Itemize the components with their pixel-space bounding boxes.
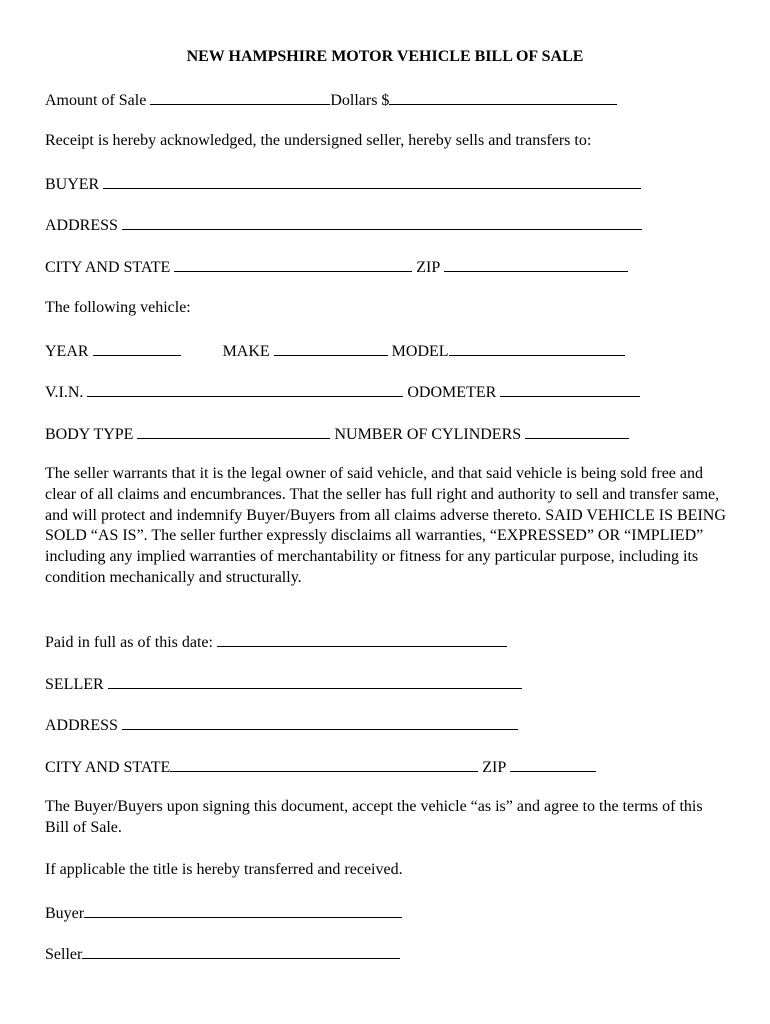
buyer-city-state-field[interactable]	[174, 256, 412, 272]
buyer-address-field[interactable]	[122, 214, 642, 230]
buyer-field[interactable]	[103, 173, 641, 189]
buyer-signature-field[interactable]	[84, 902, 402, 918]
buyer-line	[45, 173, 641, 195]
body-type-label: BODY TYPE	[45, 426, 134, 443]
vehicle-line-3	[45, 423, 629, 445]
seller-city-state-label: CITY AND STATE	[45, 759, 171, 776]
year-field[interactable]	[93, 340, 181, 356]
dollars-label: Dollars $	[330, 92, 390, 109]
buyer-zip-field[interactable]	[444, 256, 628, 272]
amount-field[interactable]	[150, 89, 330, 105]
title-transfer-line: If applicable the title is hereby transferred and received.	[45, 861, 403, 878]
make-field[interactable]	[274, 340, 388, 356]
buyer-city-state-label: CITY AND STATE	[45, 259, 171, 276]
buyer-signature-line	[45, 902, 402, 924]
receipt-line: Receipt is hereby acknowledged, the undersigned seller, hereby sells and transfers to:	[45, 132, 592, 149]
seller-city-line	[45, 756, 596, 778]
paid-line	[45, 631, 507, 653]
buyer-address-line	[45, 214, 642, 236]
buyer-signature-label: Buyer	[45, 905, 85, 922]
amount-label: Amount of Sale	[45, 92, 147, 109]
document-title: NEW HAMPSHIRE MOTOR VEHICLE BILL OF SALE	[186, 48, 584, 65]
seller-city-state-field[interactable]	[170, 756, 478, 772]
seller-address-field[interactable]	[122, 714, 518, 730]
buyer-label: BUYER	[45, 176, 100, 193]
vehicle-line-2	[45, 381, 640, 403]
vin-field[interactable]	[87, 381, 403, 397]
seller-label: SELLER	[45, 676, 104, 693]
seller-signature-field[interactable]	[82, 943, 400, 959]
buyer-zip-label: ZIP	[416, 259, 440, 276]
model-label: MODEL	[391, 343, 449, 360]
seller-zip-label: ZIP	[482, 759, 506, 776]
seller-address-line	[45, 714, 518, 736]
acceptance-paragraph: The Buyer/Buyers upon signing this document, accept the vehicle “as is” and agree to the terms of this Bill of Sale.	[45, 798, 703, 836]
odometer-label: ODOMETER	[407, 384, 497, 401]
cylinders-label: NUMBER OF CYLINDERS	[334, 426, 522, 443]
vehicle-line-1	[45, 340, 625, 362]
seller-signature-label: Seller	[45, 946, 83, 963]
dollars-field[interactable]	[389, 89, 617, 105]
make-label: MAKE	[222, 343, 270, 360]
seller-field[interactable]	[108, 673, 522, 689]
seller-address-label: ADDRESS	[45, 717, 118, 734]
paid-date-field[interactable]	[217, 631, 507, 647]
seller-line	[45, 673, 522, 695]
seller-signature-line	[45, 943, 400, 965]
paid-label: Paid in full as of this date:	[45, 634, 213, 651]
buyer-address-label: ADDRESS	[45, 217, 118, 234]
buyer-city-line	[45, 256, 628, 278]
odometer-field[interactable]	[500, 381, 640, 397]
seller-zip-field[interactable]	[510, 756, 596, 772]
cylinders-field[interactable]	[525, 423, 629, 439]
body-type-field[interactable]	[137, 423, 330, 439]
year-label: YEAR	[45, 343, 89, 360]
model-field[interactable]	[449, 340, 625, 356]
vin-label: V.I.N.	[45, 384, 84, 401]
amount-line	[45, 89, 617, 111]
warranty-paragraph: The seller warrants that it is the legal owner of said vehicle, and that said vehicle is being sold free and clear of all claims and encumbrances. That the seller has full right and authority to sell and transfer same, and will protect and indemnify Buyer/Buyers from all claims adverse thereto. SAID VEHICLE IS BEING SOLD “AS IS”. The seller further expressly disclaims all warranties, “EXPRESSED” OR “IMPLIED” including any implied warranties of merchantability or fitness for any particular purpose, including its condition mechanically and structurally.	[45, 465, 726, 586]
vehicle-intro: The following vehicle:	[45, 299, 191, 316]
